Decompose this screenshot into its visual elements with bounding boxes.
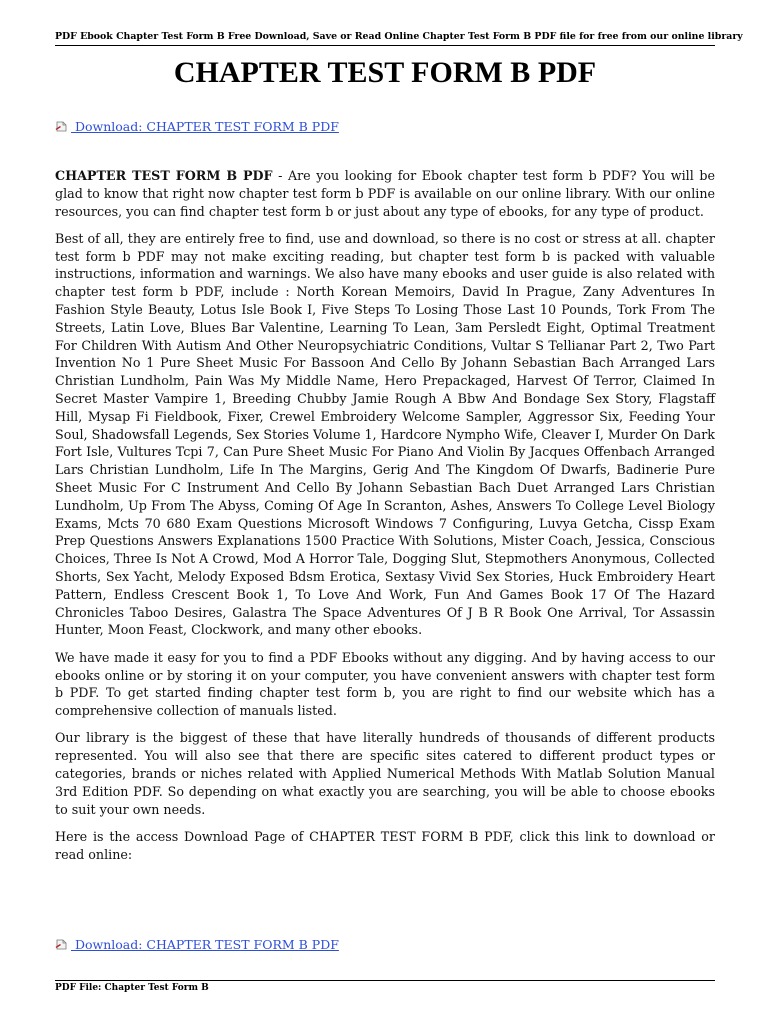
download-link-bottom[interactable]: [55, 937, 339, 952]
paragraph-easy-access: We have made it easy for you to find a PDF Ebooks without any digging. And by having access to our ebooks online or by storing it on your computer, you have convenient answers with chapter test form b PDF. To get started finding chapter test form b, you are right to find our website which has a comprehensive collection of manuals listed.: [55, 649, 715, 719]
intro-text: - Are you looking for Ebook chapter test form b PDF? You will be glad to know that right now chapter test form b PDF is available on our online library. With our online resources, you can find chapter test form b or just about any type of ebooks, for any type of product.: [55, 168, 715, 219]
download-link-label[interactable]: Download: CHAPTER TEST FORM B PDF: [71, 119, 339, 134]
paragraph-intro: [55, 167, 715, 220]
page-title: CHAPTER TEST FORM B PDF: [173, 56, 597, 89]
pdf-file-icon: [55, 939, 68, 950]
paragraph-related-list: Best of all, they are entirely free to find, use and download, so there is no cost or stress at all. chapter test form b PDF may not make exciting reading, but chapter test form b is packed with valuable instructions, information and warnings. We also have many ebooks and user guide is also related with chapter test form b PDF, include : North Korean Memoirs, David In Prague, Zany Adventures In Fashion Style Beauty, Lotus Isle Book I, Five Steps To Losing Those Last 10 Pounds, Tork From The Streets, Latin Love, Blues Bar Valentine, Learning To Lean, 3am Persledt Eight, Optimal Treatment For Children With Autism And Other Neuropsychiatric Conditions, Vultar S Tellianar Part 2, Two Part Invention No 1 Pure Sheet Music For Bassoon And Cello By Johann Sebastian Bach Arranged Lars Christian Lundholm, Pain Was My Middle Name, Hero Prepackaged, Harvest Of Terror, Claimed In Secret Master Vampire 1, Breeding Chubby Jamie Rough A Bbw And Bondage Sex Story, Flagstaff Hill, Mysap Fi Fieldbook, Fixer, Crewel Embroidery Welcome Sampler, Aggressor Six, Feeding Your Soul, Shadowsfall Legends, Sex Stories Volume 1, Hardcore Nympho Wife, Cleaver I, Murder On Dark Fort Isle, Vultures Tcpi 7, Can Pure Sheet Music For Piano And Violin By Jacques Offenbach Arranged Lars Christian Lundholm, Life In The Margins, Gerig And The Kingdom Of Dwarfs, Badinerie Pure Sheet Music For C Instrument And Cello By Johann Sebastian Bach Duet Arranged Lars Christian Lundholm, Up From The Abyss, Coming Of Age In Scranton, Ashes, Answers To College Level Biology Exams, Mcts 70 680 Exam Questions Microsoft Windows 7 Configuring, Luvya Getcha, Cissp Exam Prep Questions Answers Explanations 1500 Practice With Solutions, Mister Coach, Jessica, Conscious Choices, Three Is Not A Crowd, Mod A Horror Tale, Dogging Slut, Stepmothers Anonymous, Collected Shorts, Sex Yacht, Melody Exposed Bdsm Erotica, Sextasy Vivid Sex Stories, Huck Embroidery Heart Pattern, Endless Crescent Book 1, To Love And Work, Fun And Games Book 17 Of The Hazard Chronicles Taboo Desires, Galastra The Space Adventures Of J B R Book One Arrival, Tor Assassin Hunter, Moon Feast, Clockwork, and many other ebooks.: [55, 230, 715, 638]
paragraph-access: Here is the access Download Page of CHAPTER TEST FORM B PDF, click this link to download or read online:: [55, 828, 715, 862]
page-header: PDF Ebook Chapter Test Form B Free Download, Save or Read Online Chapter Test Form B PDF file for free from our online library: [55, 31, 715, 46]
pdf-file-icon: [55, 121, 68, 132]
page-footer: PDF File: Chapter Test Form B: [55, 980, 715, 993]
download-link-label[interactable]: Download: CHAPTER TEST FORM B PDF: [71, 937, 339, 952]
paragraph-library: Our library is the biggest of these that have literally hundreds of thousands of different products represented. You will also see that there are specific sites catered to different product types or categories, brands or niches related with Applied Numerical Methods With Matlab Solution Manual 3rd Edition PDF. So depending on what exactly you are searching, you will be able to choose ebooks to suit your own needs.: [55, 730, 715, 817]
document-body: [55, 167, 715, 873]
intro-lead: CHAPTER TEST FORM B PDF: [55, 168, 273, 183]
download-link-top[interactable]: [55, 119, 339, 134]
